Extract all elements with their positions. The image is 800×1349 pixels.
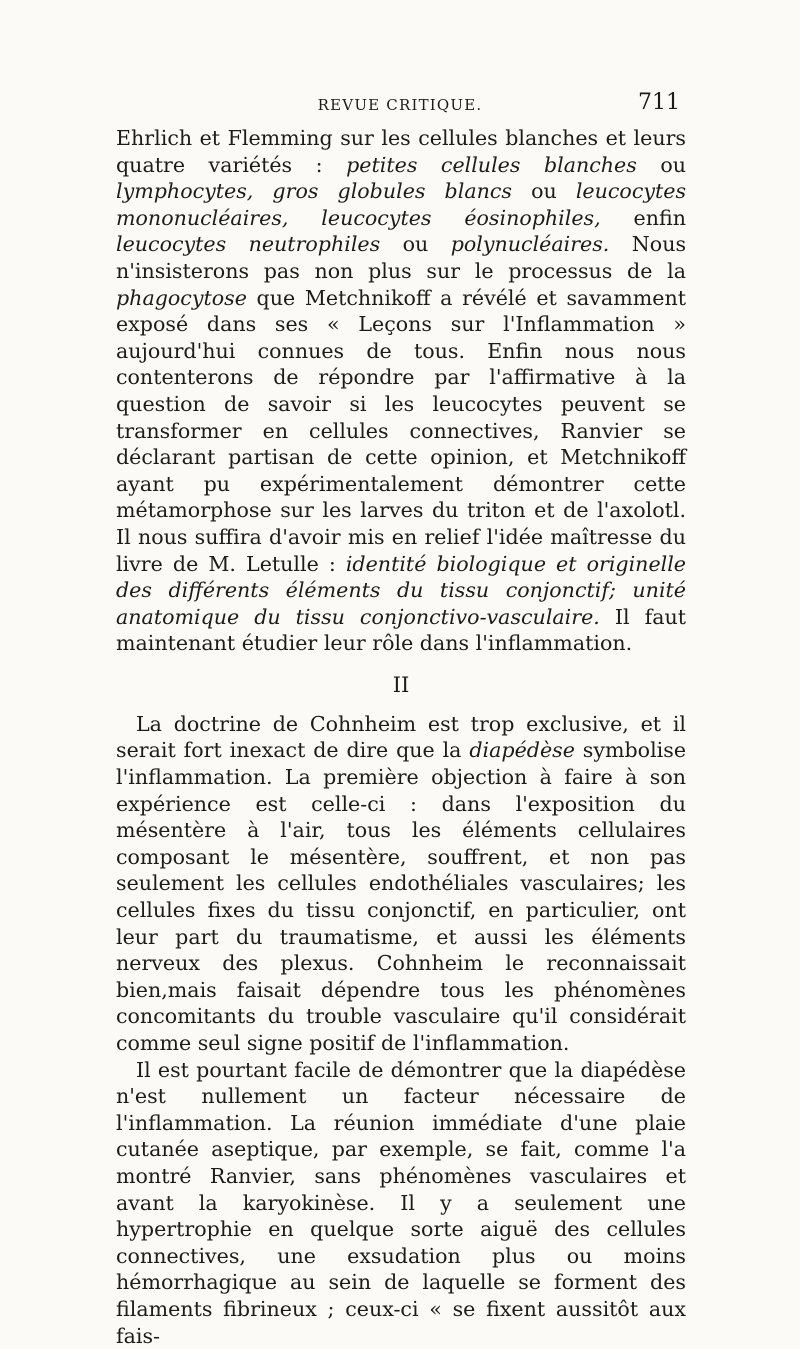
text-run: ou [402,232,429,257]
italic-term: identité biologique et originelle des différents éléments du tissu conjonctif; unité anatomique du tissu conjonctivo-vasculaire. [116,551,686,629]
section-number: II [392,672,410,697]
text-run: Ehrlich et Flemming sur les cellules blanches et leurs quatre variétés : [116,126,686,177]
text-run: symbolise l'inflammation. La première objection à faire à son expérience est celle-ci : dans l'exposition du mésentère à l'air, tous les éléments cellulaires composant le mésentère, souffrent, et non pas seulement les cellules endothéliales vasculaires; les cellules fixes du tissu conjonctif, en particulier, ont leur part du traumatisme, et aussi les éléments nerveux des plexus. Cohnheim le reconnaissait bien,mais faisait dépendre tous les phénomènes concomitants du trouble vasculaire qu'il considérait comme seul signe positif de l'inflammation. [116,738,687,1055]
text-run: La doctrine de Cohnheim est trop exclusive, et il serait fort inexact de dire que la [116,711,686,763]
paragraph [116,711,686,1057]
italic-term: petites cellules blanches [346,152,637,177]
italic-term: phagocytose [116,285,247,310]
body-text [116,125,686,1349]
text-run: Il faut maintenant étudier leur rôle dans l'inflammation. [116,604,687,656]
text-run: ou [660,152,687,177]
text-run: ou [531,179,557,204]
italic-term: leucocytes neutrophiles [116,232,381,257]
paragraph [116,125,686,657]
italic-term: leucocytes mononucléaires, leucocytes éosinophiles, [116,179,687,230]
text-run: Il est pourtant facile de démontrer que la diapédèse n'est nullement un facteur nécessaire de l'inflammation. La réunion immédiate d'une plaie cutanée aseptique, par exemple, se fait, comme l'a montré Ranvier, sans phénomènes vasculaires et avant la karyokinèse. Il y a seulement une hypertrophie en quelque sorte aiguë des cellules connectives, une exsudation plus ou moins hémorrhagique au sein de laquelle se forment des filaments fibrineux ; ceux-ci « se fixent aussitôt aux fais- [116,1057,686,1348]
italic-term: lymphocytes, gros globules blancs [116,179,512,204]
text-run: enfin [633,205,686,230]
running-title: REVUE CRITIQUE. [317,96,483,114]
italic-term: diapédèse [469,738,575,763]
page-number: 711 [638,90,680,115]
italic-term: polynucléaires. [450,232,610,257]
text-run: que Metchnikoff a révélé et savamment exposé dans ses « Leçons sur l'Inflammation » aujourd'hui connues de tous. Enfin nous nous contenterons de répondre par l'affirmative à la question de savoir si les leucocytes peuvent se transformer en cellules connectives, Ranvier se déclarant partisan de cette opinion, et Metchnikoff ayant pu expérimentalement démontrer cette métamorphose sur les larves du triton et de l'axolotl. Il nous suffira d'avoir mis en relief l'idée maîtresse du livre de M. Letulle : [116,285,686,576]
paragraph [116,1057,686,1349]
page-header [120,90,680,120]
text-run: Nous n'insisterons pas non plus sur le processus de la [116,232,687,283]
